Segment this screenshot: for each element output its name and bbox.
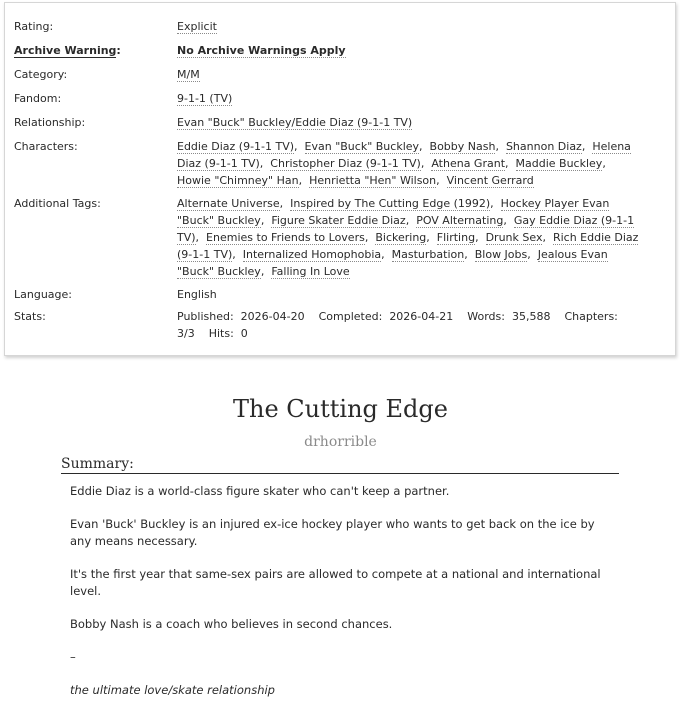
tag-separator: , xyxy=(490,197,501,210)
freeform-tag[interactable]: Drunk Sex xyxy=(485,231,543,244)
chapters-label: Chapters: xyxy=(564,310,618,323)
tag-separator: , xyxy=(475,231,486,244)
tag-separator: , xyxy=(436,174,447,187)
summary-heading: Summary: xyxy=(61,455,619,474)
relationship-label: Relationship: xyxy=(14,116,86,129)
tag-separator: , xyxy=(581,140,593,153)
freeform-tag[interactable]: Inspired by The Cutting Edge (1992) xyxy=(290,197,491,210)
freeform-tag[interactable]: Gay Eddie Diaz (9-1-1 TV) xyxy=(177,214,635,244)
freeform-tag[interactable]: Bickering xyxy=(375,231,427,244)
tag-separator: , xyxy=(259,157,271,170)
tag-separator: , xyxy=(419,140,430,153)
completed-value: 2026-04-21 xyxy=(389,310,454,323)
freeform-tag[interactable]: Masturbation xyxy=(391,248,465,261)
freeform-tag[interactable]: Rich Eddie Diaz (9-1-1 TV) xyxy=(177,231,639,261)
tag-separator: , xyxy=(294,140,305,153)
tag-separator: , xyxy=(232,248,243,261)
relationship-tag[interactable]: Evan "Buck" Buckley/Eddie Diaz (9-1-1 TV) xyxy=(177,116,413,129)
tag-separator: , xyxy=(602,157,610,170)
character-tag[interactable]: Shannon Diaz xyxy=(505,140,582,153)
tag-separator: , xyxy=(495,140,506,153)
tag-separator: , xyxy=(426,231,437,244)
tag-separator: , xyxy=(542,231,553,244)
character-tag[interactable]: Eddie Diaz (9-1-1 TV) xyxy=(177,140,295,153)
freeform-tag[interactable]: Figure Skater Eddie Diaz xyxy=(271,214,406,227)
warning-colon: : xyxy=(116,44,121,57)
summary-paragraph: Bobby Nash is a coach who believes in second chances. xyxy=(70,617,393,631)
published-label: Published: xyxy=(177,310,234,323)
tag-separator: , xyxy=(260,265,272,278)
words-label: Words: xyxy=(467,310,505,323)
tag-separator: , xyxy=(505,157,516,170)
freeform-tag[interactable]: Jealous Evan "Buck" Buckley xyxy=(177,248,608,278)
work-author[interactable]: drhorrible xyxy=(304,434,377,450)
tag-separator: , xyxy=(260,214,272,227)
freeform-tag[interactable]: Falling In Love xyxy=(271,265,350,278)
character-tag[interactable]: Vincent Gerrard xyxy=(446,174,534,187)
character-tag[interactable]: Howie "Chimney" Han xyxy=(177,174,299,187)
warning-label[interactable]: Archive Warning xyxy=(14,44,117,57)
summary-paragraph: It's the first year that same-sex pairs are allowed to compete at a national and international level. xyxy=(70,567,601,598)
tag-separator: , xyxy=(464,248,475,261)
fandom-tag[interactable]: 9-1-1 (TV) xyxy=(177,92,233,105)
warning-tag[interactable]: No Archive Warnings Apply xyxy=(177,44,346,57)
tag-separator: , xyxy=(420,157,432,170)
summary-body xyxy=(70,483,618,715)
character-tag[interactable]: Bobby Nash xyxy=(429,140,496,153)
category-tag[interactable]: M/M xyxy=(177,68,200,81)
freeform-tag[interactable]: Blow Jobs xyxy=(474,248,528,261)
freeform-tag[interactable]: Alternate Universe xyxy=(177,197,280,210)
work-meta-box xyxy=(4,2,676,356)
words-value: 35,588 xyxy=(511,310,551,323)
freeform-tag[interactable]: Flirting xyxy=(436,231,476,244)
tags-label: Additional Tags: xyxy=(14,197,101,210)
completed-label: Completed: xyxy=(318,310,383,323)
character-tag[interactable]: Athena Grant xyxy=(431,157,506,170)
rating-label: Rating: xyxy=(14,20,54,33)
tag-separator: , xyxy=(364,231,376,244)
character-tag[interactable]: Christopher Diaz (9-1-1 TV) xyxy=(270,157,421,170)
tag-separator: , xyxy=(298,174,310,187)
rating-tag[interactable]: Explicit xyxy=(177,20,217,33)
summary-paragraph: Evan 'Buck' Buckley is an injured ex-ice hockey player who wants to get back on the ice by any means necessary. xyxy=(70,517,595,548)
tag-separator: , xyxy=(405,214,417,227)
stats-label: Stats: xyxy=(14,310,46,323)
freeform-tag[interactable]: POV Alternating xyxy=(416,214,504,227)
stats-values xyxy=(177,308,645,342)
characters-list xyxy=(177,138,645,189)
tag-separator: , xyxy=(195,231,207,244)
language-value: English xyxy=(177,288,217,301)
hits-value: 0 xyxy=(240,327,248,340)
characters-label: Characters: xyxy=(14,140,78,153)
language-label: Language: xyxy=(14,288,72,301)
tag-separator: , xyxy=(503,214,514,227)
tags-list xyxy=(177,195,645,280)
hits-label: Hits: xyxy=(208,327,234,340)
summary-paragraph: the ultimate love/skate relationship xyxy=(70,683,275,697)
published-value: 2026-04-20 xyxy=(240,310,305,323)
character-tag[interactable]: Maddie Buckley xyxy=(515,157,603,170)
freeform-tag[interactable]: Hockey Player Evan "Buck" Buckley xyxy=(177,197,610,227)
tag-separator: , xyxy=(527,248,538,261)
character-tag[interactable]: Henrietta "Hen" Wilson xyxy=(309,174,437,187)
tag-separator: , xyxy=(381,248,392,261)
chapters-value: 3/3 xyxy=(177,327,195,340)
freeform-tag[interactable]: Internalized Homophobia xyxy=(242,248,382,261)
category-label: Category: xyxy=(14,68,68,81)
character-tag[interactable]: Evan "Buck" Buckley xyxy=(304,140,420,153)
summary-paragraph: Eddie Diaz is a world-class figure skater who can't keep a partner. xyxy=(70,484,450,498)
warning-label-wrap xyxy=(14,42,174,59)
freeform-tag[interactable]: Enemies to Friends to Lovers xyxy=(206,231,365,244)
fandom-label: Fandom: xyxy=(14,92,62,105)
work-title: The Cutting Edge xyxy=(233,395,448,423)
character-tag[interactable]: Helena Diaz (9-1-1 TV) xyxy=(177,140,631,170)
tag-separator: , xyxy=(279,197,291,210)
summary-paragraph: – xyxy=(70,650,76,664)
